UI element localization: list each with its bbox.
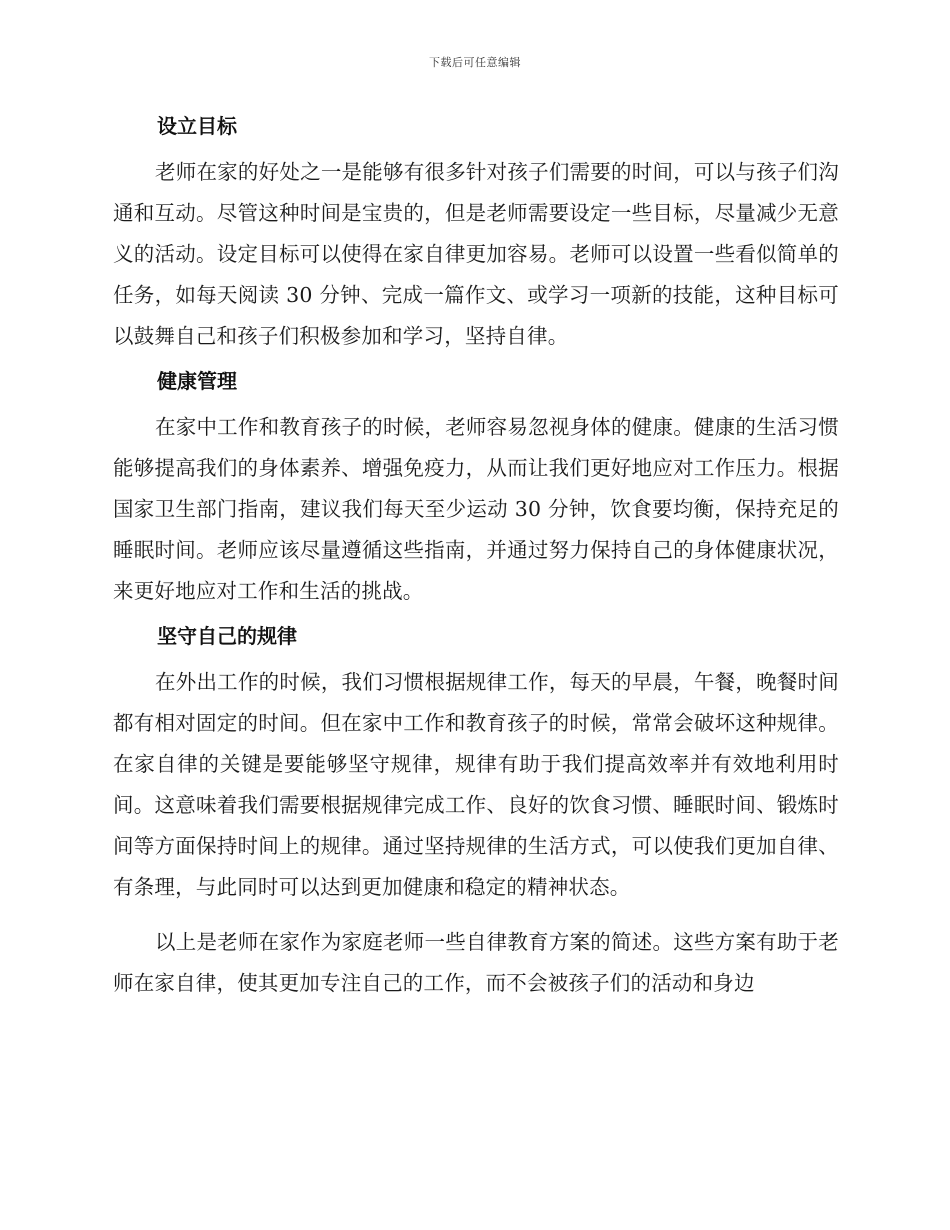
section-paragraph-goals: 老师在家的好处之一是能够有很多针对孩子们需要的时间，可以与孩子们沟通和互动。尽管这种时间是宝贵的，但是老师需要设定一些目标，尽量减少无意义的活动。设定目标可以使得在家自律更加容易。老师可以设置一些看似简单的任务，如每天阅读 30 分钟、完成一篇作文、或学习一项新的技能，这种目标可以鼓舞自己和孩子们积极参加和学习，坚持自律。 [113, 160, 839, 348]
closing-paragraph: 以上是老师在家作为家庭老师一些自律教育方案的简述。这些方案有助于老师在家自律，使其更加专注自己的工作，而不会被孩子们的活动和身边 [113, 930, 839, 995]
section-heading-goals: 设立目标 [157, 114, 237, 138]
section-paragraph-routine: 在外出工作的时候，我们习惯根据规律工作，每天的早晨，午餐，晚餐时间都有相对固定的时间。但在家中工作和教育孩子的时候，常常会破坏这种规律。在家自律的关键是要能够坚守规律，规律有助于我们提高效率并有效地利用时间。这意味着我们需要根据规律完成工作、良好的饮食习惯、睡眠时间、锻炼时间等方面保持时间上的规律。通过坚持规律的生活方式，可以使我们更加自律、有条理，与此同时可以达到更加健康和稳定的精神状态。 [113, 670, 839, 899]
section-heading-routine: 坚守自己的规律 [157, 624, 297, 648]
section-paragraph-health: 在家中工作和教育孩子的时候，老师容易忽视身体的健康。健康的生活习惯能够提高我们的身体素养、增强免疫力，从而让我们更好地应对工作压力。根据国家卫生部门指南，建议我们每天至少运动 30 分钟，饮食要均衡，保持充足的睡眠时间。老师应该尽量遵循这些指南，并通过努力保持自己的身体健康状况，来更好地应对工作和生活的挑战。 [113, 415, 839, 603]
section-heading-health: 健康管理 [157, 369, 237, 393]
document-body [113, 106, 839, 1014]
page-header: 下载后可任意编辑 [429, 56, 521, 69]
